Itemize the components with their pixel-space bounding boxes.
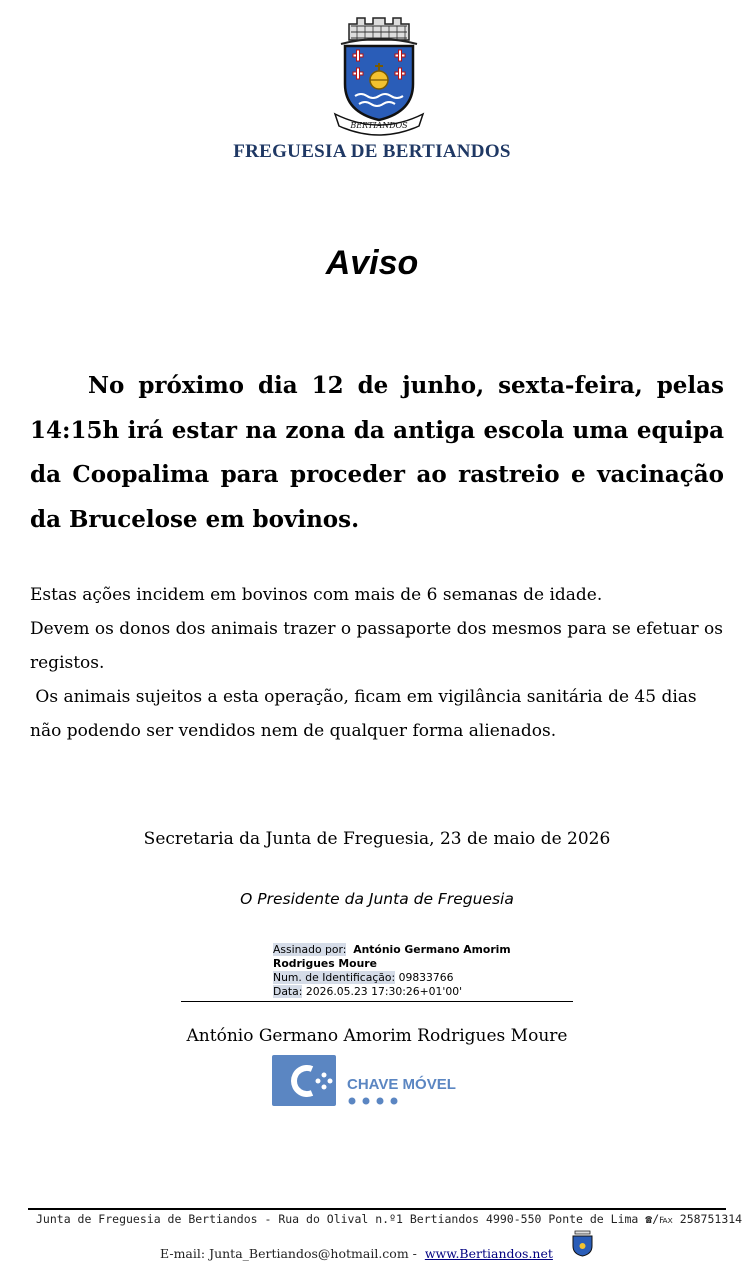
notice-details xyxy=(30,578,730,748)
digital-signature xyxy=(273,943,573,999)
small-crest-icon xyxy=(569,1229,596,1259)
signed-by-label: Assinado por: xyxy=(273,943,347,956)
details-line: Os animais sujeitos a esta operação, ficam em vigilância sanitária de 45 dias xyxy=(30,687,697,707)
signed-by-name: António Germano Amorim xyxy=(353,943,511,956)
notice-main-text: No próximo dia 12 de junho, sexta-feira, pelas 14:15h irá estar na zona da antiga escola uma equipa da Coopalima para proceder ao rastreio e vacinação da Brucelose em bovinos. xyxy=(30,372,724,533)
details-line: Estas ações incidem em bovinos com mais de 6 semanas de idade. xyxy=(30,585,603,605)
signer-role: O Presidente da Junta de Freguesia xyxy=(240,890,514,908)
chave-movel-label: CHAVE MÓVEL xyxy=(347,1076,456,1093)
signed-by-name-cont: Rodrigues Moure xyxy=(273,957,377,970)
place-date: Secretaria da Junta de Freguesia, 23 de maio de 2026 xyxy=(143,829,611,849)
svg-text:BERTIANDOS: BERTIANDOS xyxy=(350,121,408,130)
details-line: registos. xyxy=(30,653,105,673)
crest-icon xyxy=(327,14,431,136)
signature-line xyxy=(181,1001,573,1002)
footer-email: E-mail: Junta_Bertiandos@hotmail.com - xyxy=(160,1246,417,1261)
footer-divider xyxy=(28,1208,726,1210)
id-value: 09833766 xyxy=(398,971,454,984)
chave-movel-badge xyxy=(272,1055,458,1107)
footer-address: Junta de Freguesia de Bertiandos - Rua do Olival n.º1 Bertiandos 4990-550 Ponte de Lima ☎/℻ 258751314 xyxy=(36,1212,743,1226)
signer-name: António Germano Amorim Rodrigues Moure xyxy=(186,1026,568,1046)
website-link[interactable]: www.Bertiandos.net xyxy=(424,1246,553,1261)
page-title: FREGUESIA DE BERTIANDOS xyxy=(233,141,511,162)
footer-contact xyxy=(160,1246,553,1261)
details-line: Devem os donos dos animais trazer o passaporte dos mesmos para se efetuar os xyxy=(30,619,723,639)
date-label: Data: xyxy=(273,985,303,998)
notice-heading: Aviso xyxy=(325,244,419,282)
id-label: Num. de Identificação: xyxy=(273,971,396,984)
date-value: 2026.05.23 17:30:26+01'00' xyxy=(305,985,463,998)
details-line: não podendo ser vendidos nem de qualquer forma alienados. xyxy=(30,721,557,741)
